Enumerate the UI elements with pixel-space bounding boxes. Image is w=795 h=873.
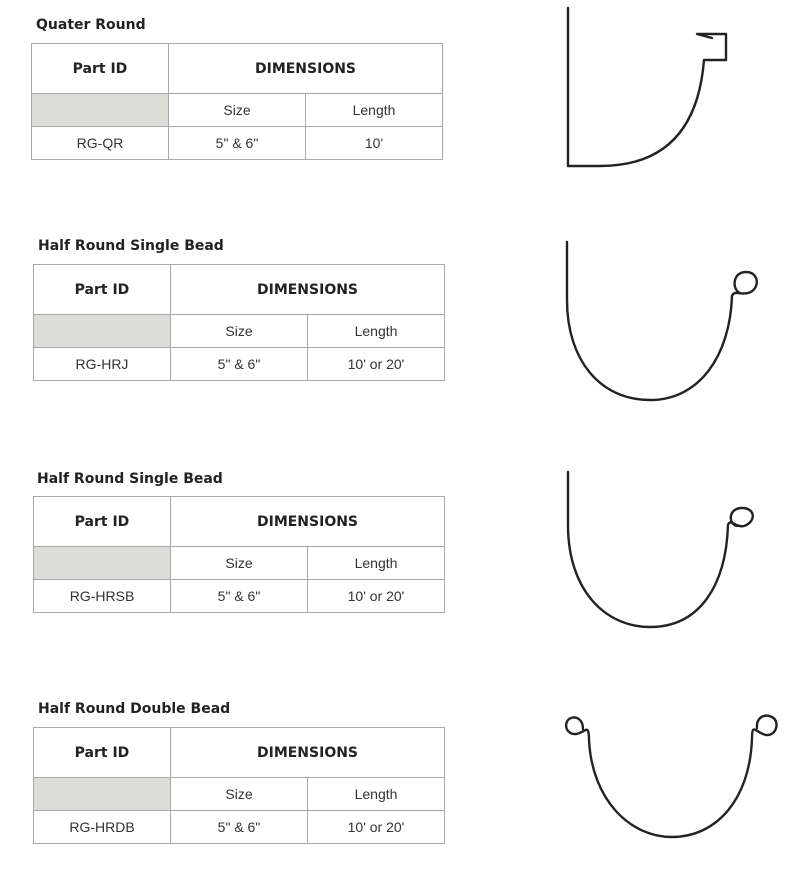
size-label: Size — [171, 547, 308, 580]
section-title: Quater Round — [36, 17, 146, 33]
part-id-header: Part ID — [34, 728, 171, 778]
section-title: Half Round Single Bead — [38, 238, 224, 254]
length-value: 10' or 20' — [308, 348, 445, 381]
length-label: Length — [306, 94, 443, 127]
section-title: Half Round Single Bead — [37, 471, 223, 487]
length-value: 10' or 20' — [308, 811, 445, 844]
length-label: Length — [308, 547, 445, 580]
size-value: 5" & 6" — [171, 811, 308, 844]
part-id-value: RG-HRDB — [34, 811, 171, 844]
section-title: Half Round Double Bead — [38, 701, 231, 717]
dimensions-header: DIMENSIONS — [171, 728, 445, 778]
dimensions-header: DIMENSIONS — [169, 44, 443, 94]
part-id-header: Part ID — [32, 44, 169, 94]
size-label: Size — [171, 778, 308, 811]
part-id-value: RG-QR — [32, 127, 169, 160]
dimensions-header: DIMENSIONS — [171, 265, 445, 315]
length-label: Length — [308, 315, 445, 348]
size-value: 5" & 6" — [169, 127, 306, 160]
dimensions-header: DIMENSIONS — [171, 497, 445, 547]
size-label: Size — [169, 94, 306, 127]
length-value: 10' or 20' — [308, 580, 445, 613]
part-id-header: Part ID — [34, 265, 171, 315]
size-value: 5" & 6" — [171, 348, 308, 381]
size-value: 5" & 6" — [171, 580, 308, 613]
part-id-value: RG-HRJ — [34, 348, 171, 381]
size-label: Size — [171, 315, 308, 348]
part-id-header: Part ID — [34, 497, 171, 547]
length-value: 10' — [306, 127, 443, 160]
length-label: Length — [308, 778, 445, 811]
part-id-value: RG-HRSB — [34, 580, 171, 613]
